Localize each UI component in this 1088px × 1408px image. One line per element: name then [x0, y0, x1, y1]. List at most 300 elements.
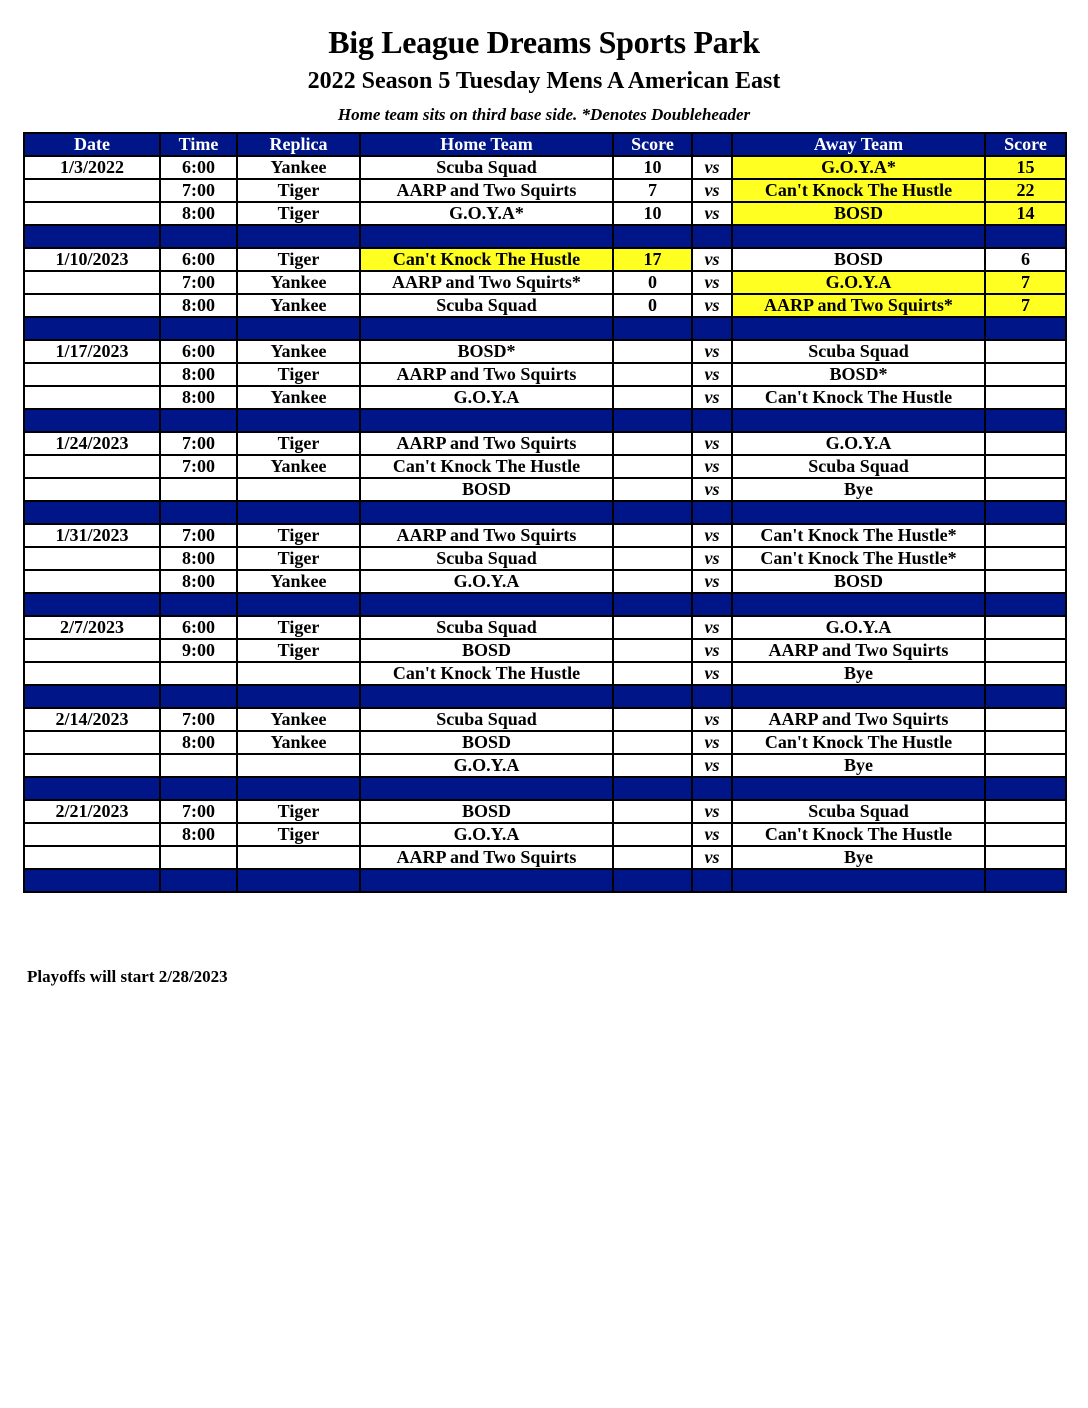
game-time [160, 478, 237, 501]
vs-label: vs [692, 340, 732, 363]
away-score: 7 [985, 271, 1066, 294]
table-row [24, 386, 1066, 409]
game-replica [237, 478, 360, 501]
separator-cell [24, 225, 160, 248]
game-replica: Tiger [237, 547, 360, 570]
col-header-away-score: Score [985, 133, 1066, 156]
game-replica: Yankee [237, 386, 360, 409]
vs-label: vs [692, 478, 732, 501]
table-row [24, 455, 1066, 478]
game-replica: Tiger [237, 248, 360, 271]
away-team: Can't Knock The Hustle [732, 731, 985, 754]
vs-label: vs [692, 248, 732, 271]
away-team: G.O.Y.A [732, 432, 985, 455]
game-date: 1/31/2023 [24, 524, 160, 547]
separator-cell [24, 685, 160, 708]
separator-cell [985, 777, 1066, 800]
away-score [985, 754, 1066, 777]
separator-cell [985, 225, 1066, 248]
away-score [985, 846, 1066, 869]
vs-label: vs [692, 754, 732, 777]
week-separator-row [24, 593, 1066, 616]
game-replica: Yankee [237, 708, 360, 731]
game-date [24, 455, 160, 478]
week-separator-row [24, 777, 1066, 800]
separator-cell [24, 593, 160, 616]
separator-cell [360, 409, 613, 432]
separator-cell [613, 869, 692, 892]
table-row [24, 202, 1066, 225]
home-team: AARP and Two Squirts [360, 846, 613, 869]
game-date [24, 846, 160, 869]
home-score [613, 455, 692, 478]
away-team: AARP and Two Squirts* [732, 294, 985, 317]
home-team: Scuba Squad [360, 547, 613, 570]
game-replica: Yankee [237, 340, 360, 363]
week-separator-row [24, 317, 1066, 340]
schedule-body [24, 156, 1066, 892]
separator-cell [692, 593, 732, 616]
away-team: G.O.Y.A* [732, 156, 985, 179]
home-score [613, 524, 692, 547]
separator-cell [360, 225, 613, 248]
separator-cell [360, 869, 613, 892]
game-time: 8:00 [160, 363, 237, 386]
game-date: 1/10/2023 [24, 248, 160, 271]
game-date [24, 731, 160, 754]
home-score: 10 [613, 156, 692, 179]
separator-cell [24, 501, 160, 524]
col-header-vs [692, 133, 732, 156]
separator-cell [237, 317, 360, 340]
away-team: Can't Knock The Hustle [732, 823, 985, 846]
separator-cell [237, 593, 360, 616]
away-team: Can't Knock The Hustle* [732, 547, 985, 570]
game-date [24, 363, 160, 386]
away-team: Bye [732, 662, 985, 685]
week-separator-row [24, 225, 1066, 248]
game-time: 7:00 [160, 800, 237, 823]
away-score [985, 570, 1066, 593]
away-score: 15 [985, 156, 1066, 179]
game-replica: Tiger [237, 800, 360, 823]
home-team: Can't Knock The Hustle [360, 662, 613, 685]
separator-cell [613, 501, 692, 524]
separator-cell [24, 317, 160, 340]
game-date [24, 754, 160, 777]
schedule-table [23, 132, 1067, 893]
game-replica: Tiger [237, 432, 360, 455]
game-time [160, 662, 237, 685]
doubleheader-note: Home team sits on third base side. *Denotes Doubleheader [337, 105, 751, 124]
separator-cell [160, 685, 237, 708]
table-row [24, 754, 1066, 777]
vs-label: vs [692, 386, 732, 409]
away-team: BOSD* [732, 363, 985, 386]
separator-cell [237, 501, 360, 524]
home-score [613, 754, 692, 777]
away-score [985, 616, 1066, 639]
separator-cell [613, 777, 692, 800]
game-replica: Tiger [237, 202, 360, 225]
separator-cell [692, 777, 732, 800]
separator-cell [985, 685, 1066, 708]
table-row [24, 639, 1066, 662]
home-team: G.O.Y.A [360, 386, 613, 409]
home-team: G.O.Y.A [360, 823, 613, 846]
game-date [24, 294, 160, 317]
vs-label: vs [692, 179, 732, 202]
away-score [985, 547, 1066, 570]
game-replica: Yankee [237, 455, 360, 478]
game-time: 8:00 [160, 731, 237, 754]
home-score [613, 570, 692, 593]
away-score [985, 432, 1066, 455]
home-team: AARP and Two Squirts [360, 363, 613, 386]
home-team: Scuba Squad [360, 616, 613, 639]
away-score [985, 478, 1066, 501]
home-score [613, 547, 692, 570]
col-header-home-score: Score [613, 133, 692, 156]
away-team: Bye [732, 754, 985, 777]
game-date [24, 570, 160, 593]
game-date [24, 639, 160, 662]
separator-cell [985, 317, 1066, 340]
away-score [985, 708, 1066, 731]
game-time: 6:00 [160, 340, 237, 363]
separator-cell [24, 409, 160, 432]
home-score: 10 [613, 202, 692, 225]
away-score [985, 800, 1066, 823]
week-separator-row [24, 409, 1066, 432]
vs-label: vs [692, 271, 732, 294]
home-score [613, 478, 692, 501]
game-replica: Yankee [237, 271, 360, 294]
away-team: Can't Knock The Hustle* [732, 524, 985, 547]
away-team: Scuba Squad [732, 800, 985, 823]
separator-cell [160, 317, 237, 340]
separator-cell [732, 317, 985, 340]
away-score: 6 [985, 248, 1066, 271]
vs-label: vs [692, 294, 732, 317]
away-score [985, 455, 1066, 478]
separator-cell [160, 409, 237, 432]
vs-label: vs [692, 823, 732, 846]
separator-cell [732, 685, 985, 708]
game-time: 7:00 [160, 524, 237, 547]
table-row [24, 271, 1066, 294]
game-replica: Yankee [237, 294, 360, 317]
vs-label: vs [692, 846, 732, 869]
game-date [24, 662, 160, 685]
away-score [985, 731, 1066, 754]
away-score [985, 524, 1066, 547]
game-replica: Yankee [237, 570, 360, 593]
game-time: 9:00 [160, 639, 237, 662]
away-team: Can't Knock The Hustle [732, 179, 985, 202]
home-team: G.O.Y.A* [360, 202, 613, 225]
game-date [24, 478, 160, 501]
page-title: Big League Dreams Sports Park [328, 24, 760, 60]
home-team: G.O.Y.A [360, 754, 613, 777]
vs-label: vs [692, 708, 732, 731]
game-time: 7:00 [160, 432, 237, 455]
week-separator-row [24, 685, 1066, 708]
table-row [24, 248, 1066, 271]
away-score [985, 662, 1066, 685]
separator-cell [160, 501, 237, 524]
separator-cell [24, 869, 160, 892]
vs-label: vs [692, 662, 732, 685]
game-replica: Tiger [237, 639, 360, 662]
home-score [613, 708, 692, 731]
game-time [160, 846, 237, 869]
vs-label: vs [692, 432, 732, 455]
away-team: BOSD [732, 570, 985, 593]
away-team: G.O.Y.A [732, 616, 985, 639]
home-team: Scuba Squad [360, 708, 613, 731]
game-date: 1/24/2023 [24, 432, 160, 455]
separator-cell [985, 869, 1066, 892]
game-date [24, 271, 160, 294]
home-score [613, 386, 692, 409]
separator-cell [732, 501, 985, 524]
home-score [613, 340, 692, 363]
game-time: 6:00 [160, 156, 237, 179]
game-time: 8:00 [160, 294, 237, 317]
home-score [613, 823, 692, 846]
table-row [24, 731, 1066, 754]
separator-cell [237, 685, 360, 708]
home-team: BOSD [360, 800, 613, 823]
game-replica [237, 754, 360, 777]
home-score: 0 [613, 271, 692, 294]
separator-cell [732, 225, 985, 248]
game-date: 2/21/2023 [24, 800, 160, 823]
col-header-home-team: Home Team [360, 133, 613, 156]
home-team: AARP and Two Squirts* [360, 271, 613, 294]
table-row [24, 340, 1066, 363]
separator-cell [732, 777, 985, 800]
game-date: 2/7/2023 [24, 616, 160, 639]
vs-label: vs [692, 616, 732, 639]
game-date [24, 823, 160, 846]
col-header-date: Date [24, 133, 160, 156]
vs-label: vs [692, 156, 732, 179]
separator-cell [360, 685, 613, 708]
separator-cell [360, 777, 613, 800]
game-time: 8:00 [160, 386, 237, 409]
game-replica: Yankee [237, 731, 360, 754]
separator-cell [237, 225, 360, 248]
separator-cell [24, 777, 160, 800]
separator-cell [613, 409, 692, 432]
away-score: 7 [985, 294, 1066, 317]
away-team: G.O.Y.A [732, 271, 985, 294]
separator-cell [692, 317, 732, 340]
vs-label: vs [692, 639, 732, 662]
game-time: 7:00 [160, 271, 237, 294]
col-header-time: Time [160, 133, 237, 156]
table-row [24, 524, 1066, 547]
away-team: Bye [732, 478, 985, 501]
separator-cell [692, 869, 732, 892]
game-date: 1/3/2022 [24, 156, 160, 179]
separator-cell [692, 501, 732, 524]
playoffs-note: Playoffs will start 2/28/2023 [27, 967, 228, 986]
separator-cell [985, 593, 1066, 616]
home-score [613, 616, 692, 639]
home-team: AARP and Two Squirts [360, 524, 613, 547]
home-team: BOSD [360, 731, 613, 754]
game-time: 7:00 [160, 708, 237, 731]
separator-cell [160, 225, 237, 248]
separator-cell [692, 225, 732, 248]
game-time: 7:00 [160, 179, 237, 202]
separator-cell [985, 501, 1066, 524]
vs-label: vs [692, 731, 732, 754]
game-replica: Tiger [237, 524, 360, 547]
vs-label: vs [692, 363, 732, 386]
separator-cell [360, 317, 613, 340]
table-row [24, 708, 1066, 731]
away-team: Bye [732, 846, 985, 869]
page-subtitle: 2022 Season 5 Tuesday Mens A American East [307, 68, 781, 94]
vs-label: vs [692, 202, 732, 225]
separator-cell [360, 501, 613, 524]
separator-cell [160, 869, 237, 892]
home-score [613, 800, 692, 823]
table-row [24, 800, 1066, 823]
game-time: 8:00 [160, 570, 237, 593]
table-row [24, 570, 1066, 593]
game-time: 7:00 [160, 455, 237, 478]
home-score [613, 846, 692, 869]
home-team: AARP and Two Squirts [360, 179, 613, 202]
separator-cell [985, 409, 1066, 432]
home-score [613, 639, 692, 662]
away-team: AARP and Two Squirts [732, 639, 985, 662]
game-time: 8:00 [160, 202, 237, 225]
table-row [24, 846, 1066, 869]
separator-cell [237, 869, 360, 892]
separator-cell [692, 409, 732, 432]
home-score [613, 662, 692, 685]
vs-label: vs [692, 455, 732, 478]
home-team: Can't Knock The Hustle [360, 248, 613, 271]
vs-label: vs [692, 570, 732, 593]
game-replica [237, 662, 360, 685]
vs-label: vs [692, 800, 732, 823]
away-score [985, 823, 1066, 846]
table-row [24, 432, 1066, 455]
week-separator-row [24, 501, 1066, 524]
separator-cell [692, 685, 732, 708]
week-separator-row [24, 869, 1066, 892]
home-team: Can't Knock The Hustle [360, 455, 613, 478]
game-time: 6:00 [160, 616, 237, 639]
game-replica: Tiger [237, 179, 360, 202]
game-time [160, 754, 237, 777]
home-team: BOSD* [360, 340, 613, 363]
col-header-away-team: Away Team [732, 133, 985, 156]
away-score [985, 340, 1066, 363]
table-row [24, 478, 1066, 501]
game-date: 1/17/2023 [24, 340, 160, 363]
home-score [613, 432, 692, 455]
home-team: G.O.Y.A [360, 570, 613, 593]
away-team: Can't Knock The Hustle [732, 386, 985, 409]
game-replica: Tiger [237, 823, 360, 846]
separator-cell [732, 409, 985, 432]
away-score: 14 [985, 202, 1066, 225]
game-replica: Yankee [237, 156, 360, 179]
separator-cell [237, 409, 360, 432]
away-score [985, 639, 1066, 662]
separator-cell [360, 593, 613, 616]
home-team: Scuba Squad [360, 156, 613, 179]
game-time: 8:00 [160, 823, 237, 846]
away-score: 22 [985, 179, 1066, 202]
vs-label: vs [692, 547, 732, 570]
separator-cell [160, 777, 237, 800]
game-replica: Tiger [237, 616, 360, 639]
game-replica: Tiger [237, 363, 360, 386]
game-date [24, 202, 160, 225]
away-team: BOSD [732, 202, 985, 225]
separator-cell [160, 593, 237, 616]
separator-cell [237, 777, 360, 800]
table-row [24, 294, 1066, 317]
table-row [24, 616, 1066, 639]
vs-label: vs [692, 524, 732, 547]
home-score [613, 731, 692, 754]
home-team: Scuba Squad [360, 294, 613, 317]
game-date [24, 386, 160, 409]
table-row [24, 179, 1066, 202]
away-score [985, 363, 1066, 386]
separator-cell [613, 685, 692, 708]
away-score [985, 386, 1066, 409]
separator-cell [732, 593, 985, 616]
game-date: 2/14/2023 [24, 708, 160, 731]
game-replica [237, 846, 360, 869]
table-row [24, 363, 1066, 386]
home-team: BOSD [360, 639, 613, 662]
table-row [24, 662, 1066, 685]
table-row [24, 547, 1066, 570]
game-date [24, 547, 160, 570]
away-team: Scuba Squad [732, 340, 985, 363]
away-team: BOSD [732, 248, 985, 271]
game-time: 6:00 [160, 248, 237, 271]
home-score: 7 [613, 179, 692, 202]
home-score: 0 [613, 294, 692, 317]
table-row [24, 156, 1066, 179]
home-score [613, 363, 692, 386]
home-score: 17 [613, 248, 692, 271]
col-header-replica: Replica [237, 133, 360, 156]
away-team: Scuba Squad [732, 455, 985, 478]
separator-cell [732, 869, 985, 892]
separator-cell [613, 317, 692, 340]
separator-cell [613, 593, 692, 616]
separator-cell [613, 225, 692, 248]
table-row [24, 823, 1066, 846]
table-header-row [24, 133, 1066, 156]
home-team: AARP and Two Squirts [360, 432, 613, 455]
home-team: BOSD [360, 478, 613, 501]
